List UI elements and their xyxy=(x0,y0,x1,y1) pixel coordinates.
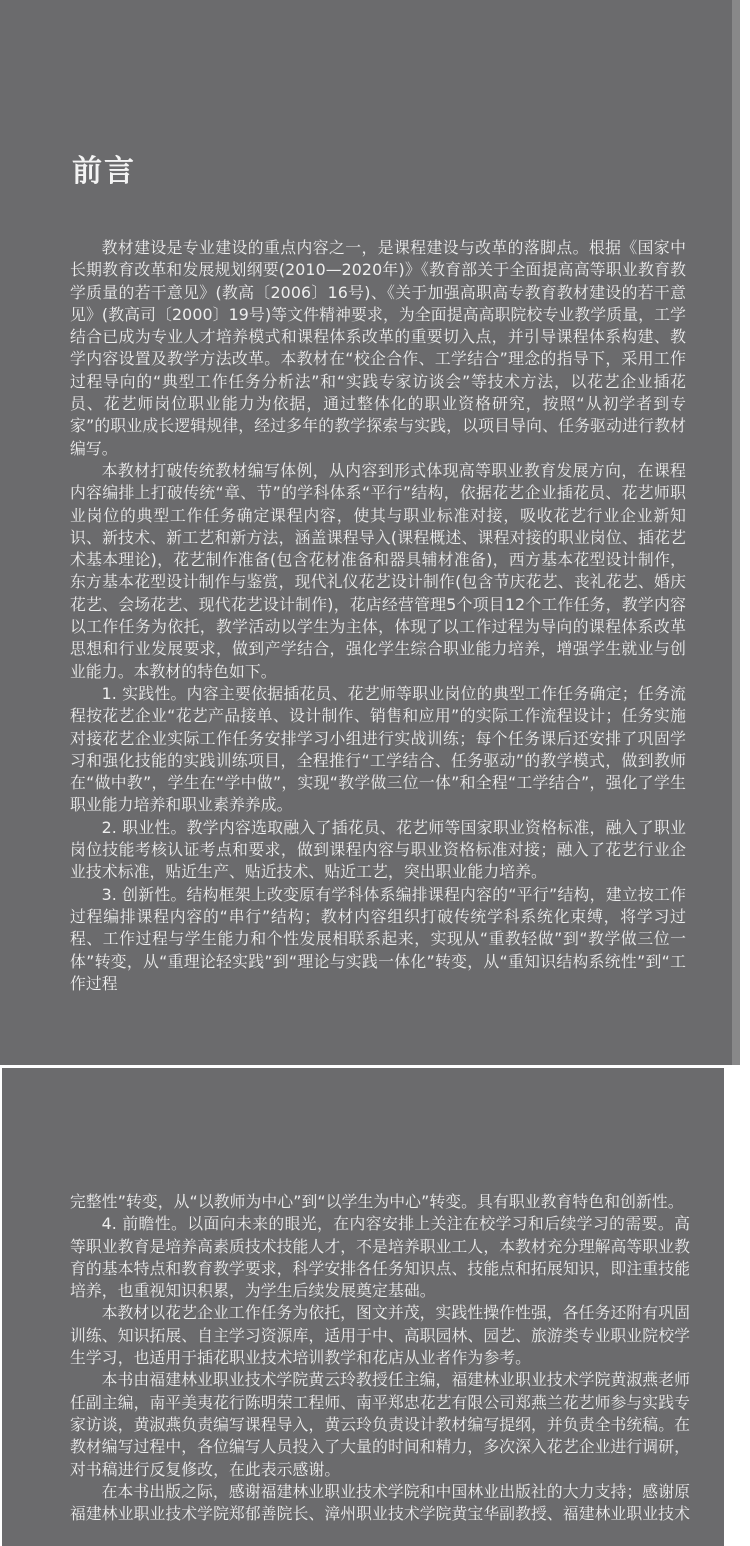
book-page-2 xyxy=(2,1068,724,1546)
paragraph: 本书由福建林业职业技术学院黄云玲教授任主编，福建林业职业技术学院黄淑燕老师任副主编，南平美夷花行陈明荣工程师、南平郑忠花艺有限公司郑燕兰花艺师参与实践专家访谈，黄淑燕负责编写课程导入，黄云玲负责设计教材编写提纲，并负责全书统稿。在教材编写过程中，各位编写人员投入了大量的时间和精力，多次深入花艺企业进行调研，对书稿进行反复修改，在此表示感谢。 xyxy=(70,1370,690,1479)
page-title: 前言 xyxy=(72,154,136,189)
paragraph: 4. 前瞻性。以面向未来的眼光，在内容安排上关注在校学习和后续学习的需要。高等职业教育是培养高素质技术技能人才，不是培养职业工人，本教材充分理解高等职业教育的基本特点和教育教学要求，科学安排各任务知识点、技能点和拓展知识，即注重技能培养，也重视知识积累，为学生后续发展奠定基础。 xyxy=(70,1214,690,1301)
paragraph: 在本书出版之际，感谢福建林业职业技术学院和中国林业出版社的大力支持；感谢原福建林业职业技术学院郑郁善院长、漳州职业技术学院黄宝华副教授、福建林业职业技术 xyxy=(70,1481,690,1524)
preface-body-2 xyxy=(70,1191,690,1525)
paragraph: 本教材以花艺企业工作任务为依托，图文并茂，实践性操作性强，各任务还附有巩固训练、知识拓展、自主学习资源库，适用于中、高职园林、园艺、旅游类专业职业院校学生学习，也适用于插花职业技术培训教学和花店从业者作为参考。 xyxy=(70,1303,690,1368)
paragraph: 本教材打破传统教材编写体例，从内容到形式体现高等职业教育发展方向，在课程内容编排上打破传统“章、节”的学科体系“平行”结构，依据花艺企业插花员、花艺师职业岗位的典型工作任务确定课程内容，使其与职业标准对接，吸收花艺行业企业新知识、新技术、新工艺和新方法，涵盖课程导入(课程概述、课程对接的职业岗位、插花艺术基本理论)，花艺制作准备(包含花材准备和器具辅材准备)，西方基本花型设计制作，东方基本花型设计制作与鉴赏，现代礼仪花艺设计制作(包含节庆花艺、丧礼花艺、婚庆花艺、会场花艺、现代花艺设计制作)，花店经营管理5个项目12个工作任务，教学内容以工作任务为依托，教学活动以学生为主体，体现了以工作过程为导向的课程体系改革思想和行业发展要求，做到产学结合，强化学生综合职业能力培养，增强学生就业与创业能力。本教材的特色如下。 xyxy=(70,460,686,681)
paragraph: 3. 创新性。结构框架上改变原有学科体系编排课程内容的“平行”结构，建立按工作过程编排课程内容的“串行”结构；教材内容组织打破传统学科系统化束缚，将学习过程、工作过程与学生能力和个性发展相联系起来，实现从“重教轻做”到“教学做三位一体”转变，从“重理论轻实践”到“理论与实践一体化”转变，从“重知识结构系统性”到“工作过程 xyxy=(70,884,686,993)
paragraph: 1. 实践性。内容主要依据插花员、花艺师等职业岗位的典型工作任务确定；任务流程按花艺企业“花艺产品接单、设计制作、销售和应用”的实际工作流程设计；任务实施对接花艺企业实际工作任务安排学习小组进行实战训练；每个任务课后还安排了巩固学习和强化技能的实践训练项目，全程推行“工学结合、任务驱动”的教学模式，做到教师在“做中教”，学生在“学中做”，实现“教学做三位一体”和全程“工学结合”，强化了学生职业能力培养和职业素养养成。 xyxy=(70,683,686,815)
preface-body-1 xyxy=(70,237,686,995)
paragraph: 2. 职业性。教学内容选取融入了插花员、花艺师等国家职业资格标准，融入了职业岗位技能考核认证考点和要求，做到课程内容与职业资格标准对接；融入了花艺行业企业技术标准，贴近生产、贴近技术、贴近工艺，突出职业能力培养。 xyxy=(70,817,686,882)
paragraph: 教材建设是专业建设的重点内容之一，是课程建设与改革的落脚点。根据《国家中长期教育改革和发展规划纲要(2010—2020年)》《教育部关于全面提高高等职业教育教学质量的若干意见》(教高〔2006〕16号)、《关于加强高职高专教育教材建设的若干意见》(教高司〔2000〕19号)等文件精神要求，为全面提高高职院校专业教学质量，工学结合已成为专业人才培养模式和课程体系改革的重要切入点，并引导课程体系构建、教学内容设置及教学方法改革。本教材在“校企合作、工学结合”理念的指导下，采用工作过程导向的“典型工作任务分析法”和“实践专家访谈会”等技术方法，以花艺企业插花员、花艺师岗位职业能力为依据，通过整体化的职业资格研究，按照“从初学者到专家”的职业成长逻辑规律，经过多年的教学探索与实践，以项目导向、任务驱动进行教材编写。 xyxy=(70,238,686,458)
page-edge xyxy=(732,0,740,1065)
paragraph-continued: 完整性”转变，从“以教师为中心”到“以学生为中心”转变。具有职业教育特色和创新性。 xyxy=(70,1192,684,1211)
